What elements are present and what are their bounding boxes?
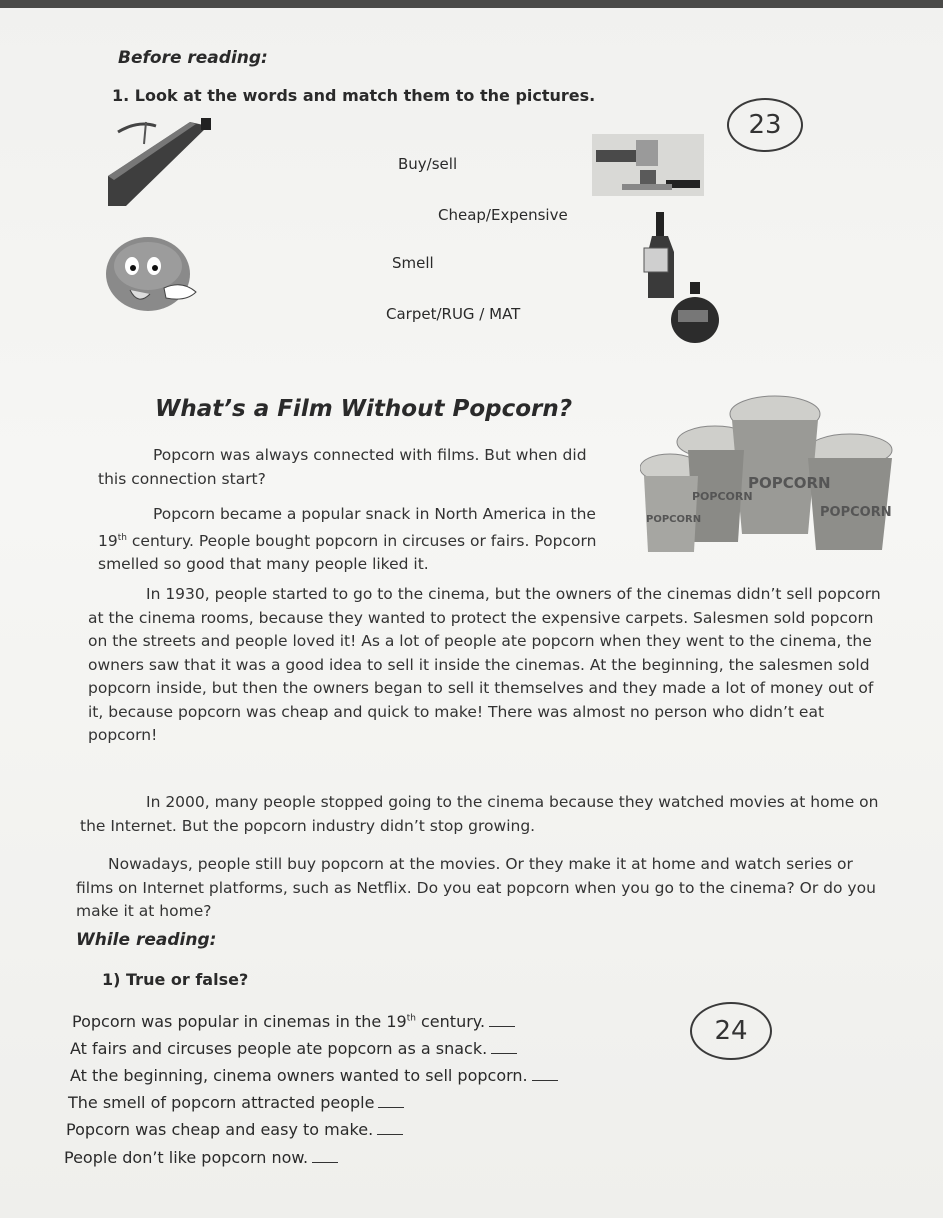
smelling-face-image xyxy=(104,236,202,314)
statement-1-text: Popcorn was popular in cinemas in the 19 xyxy=(72,1012,407,1031)
p2-text-a: Popcorn became a popular snack in North America in the 19 xyxy=(98,505,596,550)
statement-1 xyxy=(72,1012,515,1031)
task-true-false-heading: 1) True or false? xyxy=(102,970,249,989)
article-paragraph-2 xyxy=(98,503,618,577)
answer-blank-5[interactable] xyxy=(377,1134,403,1135)
match-word-smell: Smell xyxy=(392,254,434,272)
p2-text-b: century. People bought popcorn in circuses or fairs. Popcorn smelled so good that many people liked it. xyxy=(98,531,597,574)
statement-5-text: Popcorn was cheap and easy to make. xyxy=(66,1120,374,1139)
while-reading-heading: While reading: xyxy=(76,930,217,950)
statement-3-text: At the beginning, cinema owners wanted to sell popcorn. xyxy=(70,1066,528,1085)
statement-4-text: The smell of popcorn attracted people xyxy=(68,1093,375,1112)
handwritten-page-number-bottom: 24 xyxy=(690,1002,772,1060)
article-title: What’s a Film Without Popcorn? xyxy=(155,396,573,422)
statement-2 xyxy=(70,1039,517,1058)
answer-blank-3[interactable] xyxy=(532,1080,558,1081)
statement-5 xyxy=(66,1120,403,1139)
match-word-carpet: Carpet/RUG / MAT xyxy=(386,305,521,323)
answer-blank-1[interactable] xyxy=(489,1026,515,1027)
perfume-bottle-image xyxy=(670,282,722,344)
bucket-label-3: POPCORN xyxy=(820,505,892,520)
answer-blank-2[interactable] xyxy=(491,1053,517,1054)
statement-6 xyxy=(64,1148,338,1167)
statement-2-text: At fairs and circuses people ate popcorn as a snack. xyxy=(70,1039,488,1058)
statement-1-text-b: century. xyxy=(415,1012,486,1031)
article-paragraph-3: In 1930, people started to go to the cinema, but the owners of the cinemas didn’t sell popcorn at the cinema rooms, because they wanted to protect the expensive carpets. Salesmen sold popcorn on the streets and people loved it! As a lot of people ate popcorn when they went to the cinema, the owners saw that it was a good idea to sell it inside the cinemas. At the beginning, the salesmen sold popcorn inside, but then the owners began to sell it themselves and they made a lot of money out of it, because popcorn was cheap and quick to make! There was almost no person who didn’t eat popcorn! xyxy=(88,585,881,744)
article-paragraph-5: Nowadays, people still buy popcorn at the movies. Or they make it at home and watch series or films on Internet platforms, such as Netflix. Do you eat popcorn when you go to the cinema? Or do you make it at home? xyxy=(76,855,876,920)
task-1-instruction: 1. Look at the words and match them to the pictures. xyxy=(112,86,596,105)
answer-blank-6[interactable] xyxy=(312,1162,338,1163)
answer-blank-4[interactable] xyxy=(378,1107,404,1108)
article-paragraph-1: Popcorn was always connected with films. But when did this connection start? xyxy=(98,446,587,488)
article-paragraph-4: In 2000, many people stopped going to the cinema because they watched movies at home on the Internet. But the popcorn industry didn’t stop growing. xyxy=(80,793,879,835)
before-reading-heading: Before reading: xyxy=(118,48,268,68)
p2-superscript: th xyxy=(117,532,127,543)
carpet-roll-image xyxy=(108,114,213,210)
buying-scene-image xyxy=(592,134,704,196)
popcorn-buckets-image xyxy=(640,392,895,558)
bucket-label-1: POPCORN xyxy=(748,474,831,492)
background-edge xyxy=(0,0,943,8)
statement-1-sup: th xyxy=(406,1013,416,1024)
match-word-cheap-expensive: Cheap/Expensive xyxy=(438,206,568,224)
statement-4 xyxy=(68,1093,404,1112)
bucket-label-4: POPCORN xyxy=(646,514,702,525)
match-word-buy-sell: Buy/sell xyxy=(398,155,458,173)
statement-6-text: People don’t like popcorn now. xyxy=(64,1148,309,1167)
bucket-label-2: POPCORN xyxy=(692,490,753,503)
handwritten-page-number-top: 23 xyxy=(727,98,803,152)
statement-3 xyxy=(70,1066,558,1085)
